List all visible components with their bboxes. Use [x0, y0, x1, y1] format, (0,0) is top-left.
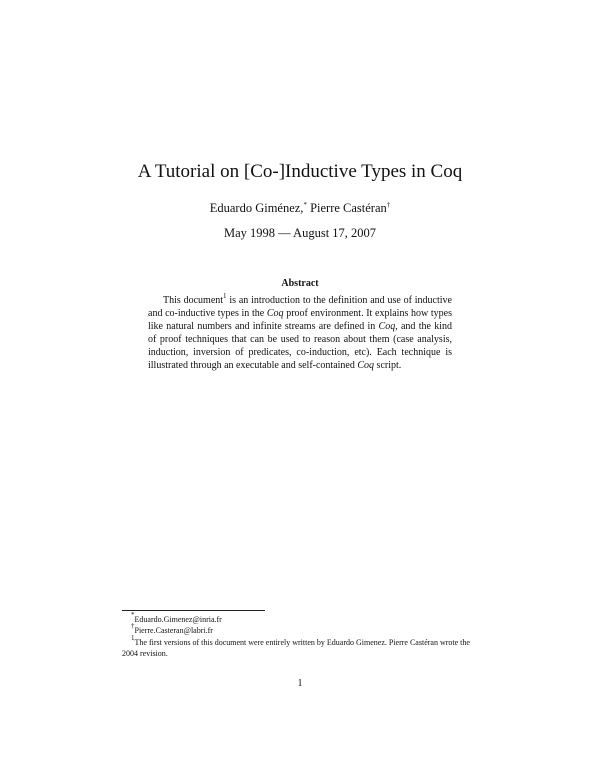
- footnote-text: The first versions of this document were entirely written by Eduardo Gimenez. Pierre Castéran wrote the 2004 revision.: [122, 637, 470, 659]
- footnote-text: Pierre.Casteran@labri.fr: [134, 626, 213, 636]
- abstract-text: , and the kind of proof techniques that can be used to reason about them (case analysis, induction, inversion of predicates, co-induction, etc). Each technique is illustrated through an executable and self-contained: [148, 321, 452, 372]
- author-gimenez-mark: *: [303, 201, 307, 209]
- abstract-text: proof environment. It explains how types like natural numbers and infinite streams are defined in: [148, 308, 452, 333]
- date-line: May 1998 — August 17, 2007: [223, 226, 377, 240]
- abstract-heading: Abstract: [281, 278, 319, 289]
- footnote-revision: [122, 633, 478, 660]
- author-gimenez: Eduardo Giménez,: [209, 201, 304, 215]
- author-line: [0, 200, 600, 216]
- abstract-text: This document: [163, 295, 224, 306]
- coq-term: Coq: [357, 360, 375, 372]
- footnote-gimenez: [122, 611, 478, 625]
- page-number: 1: [297, 678, 303, 689]
- footnote-text: Eduardo.Gimenez@inria.fr: [134, 615, 222, 624]
- footnote-mark: *: [131, 611, 135, 619]
- abstract-text: script.: [374, 360, 402, 372]
- footnote-mark: †: [131, 622, 135, 631]
- coq-term: Coq: [378, 321, 396, 333]
- footnote-ref: 1: [223, 292, 227, 300]
- footnotes: [122, 611, 478, 660]
- footnote-rule: [122, 610, 265, 611]
- paper-title: A Tutorial on [Co-]Inductive Types in Coq: [137, 161, 463, 182]
- abstract-text: is an introduction to the definition and use of inductive and co-inductive types in the: [148, 295, 452, 320]
- footnote-mark: 1: [131, 633, 135, 642]
- footnote-casteran: [122, 622, 478, 636]
- author-casteran: Pierre Castéran: [306, 201, 387, 215]
- coq-term: Coq: [266, 308, 284, 320]
- abstract-body: [148, 294, 452, 373]
- author-casteran-mark: †: [386, 201, 391, 209]
